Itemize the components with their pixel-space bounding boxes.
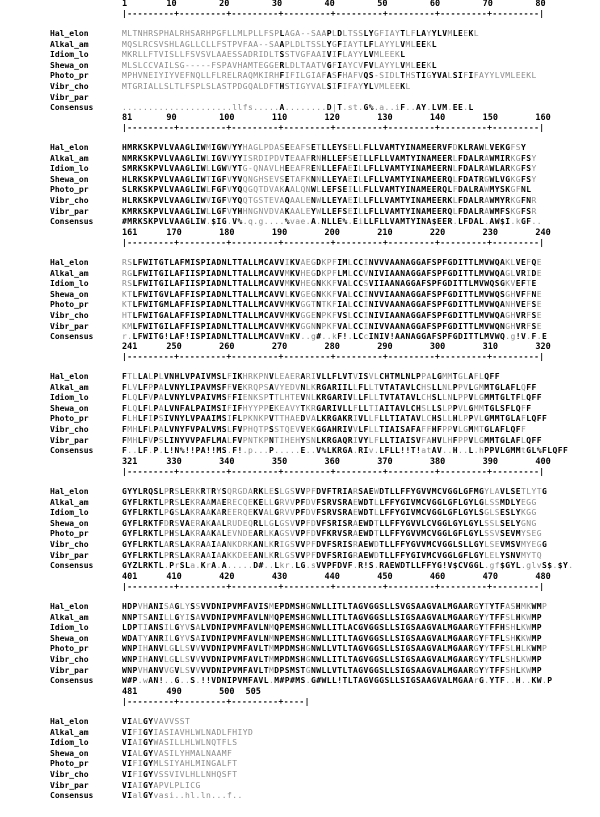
sequence-name: Alkal_am — [50, 39, 89, 49]
sequence-row — [0, 164, 600, 173]
sequence-row — [0, 207, 600, 216]
sequence-name: Photo_pr — [50, 71, 89, 81]
ruler-tick-label: 230 — [482, 228, 498, 238]
sequence-name: Alkal_am — [50, 612, 89, 622]
sequence-name: Vibr_par — [50, 92, 89, 102]
sequence-name: Hal_elon — [50, 487, 89, 496]
sequence-row — [0, 290, 600, 299]
ruler-tick-label: 100 — [219, 113, 235, 123]
sequence-residues: HTLFWITGALAFFISPIADNLTTALLMCAVVMKVGGENPKFVSLCCINIVIAANAGGAFSPFGDITTLMVWQAGHVRFSE — [122, 311, 542, 320]
alignment-block — [0, 343, 600, 455]
sequence-row — [0, 508, 600, 517]
sequence-residues: VIALGYVAVVSST — [122, 717, 191, 726]
sequence-name: Photo_pr — [50, 759, 89, 769]
ruler-tick-label: 130 — [377, 113, 393, 123]
sequence-row — [0, 414, 600, 423]
sequence-name: Alkal_am — [50, 727, 89, 737]
sequence-residues: MLSLCCVAILSG-----FSPAVHAMTEGGERLDLTAATVGFIAYCVFVLAYYLVMLEEKL — [122, 60, 437, 70]
sequence-residues: FLVLFPPALVNYLIPAVMSFFVEKRQPSAVYEDVNLKRGARIILLFLLTVTATAVLCHSLLNLPPVLGMMTGLAFLQFF — [122, 382, 537, 392]
sequence-residues: WNPVHANVVGVLSVVVVDNIPVMFAVLTMDPSMSTGNWLLVTLTAGVGGSLLSIGSAAGVALMGAARGYYTFFSHLKWMP — [122, 665, 542, 675]
sequence-residues: VIAIGYAPVLPLICG — [122, 780, 201, 790]
sequence-name: Shewa_on — [50, 289, 89, 299]
sequence-residues: RGLFWITGILAFIISPIADNLTTALLMCAVVMKVHEGDKPFLMLCCVNIVIAANAGGAFSPFGDITTLMVWQAGLVRIDE — [122, 268, 542, 278]
sequence-name: Hal_elon — [50, 372, 89, 381]
ruler-tick-label: 321 — [122, 457, 138, 467]
position-ruler — [122, 343, 600, 364]
sequence-row — [0, 529, 600, 538]
ruler-tick-label: 290 — [377, 342, 393, 352]
consensus-row — [0, 217, 600, 226]
sequence-row — [0, 175, 600, 184]
ruler-line: |---------+---------+---------+---------+---------+---------+---------+---------| — [122, 123, 545, 132]
sequence-residues: KMLFWITGILAFFISPIADNLTTALLMCAVVMKVGGNNPKFVALCCINIVVAANAGGAFSPFGDITTLMVWQNGHVRFSE — [122, 321, 542, 331]
sequence-residues: VIFIGYMLSIYAHLMINGALFT — [122, 759, 238, 769]
sequence-residues: VIalGYvasi..hl.ln...f.. — [122, 791, 243, 801]
sequence-row — [0, 154, 600, 163]
sequence-row — [0, 258, 600, 267]
sequence-residues: HDPVHANISAGLYSSVVDNIPVMFAVISMEPDMSHGNWLLITLTAGVGGSLLSVGSAAGVALMGAARGYTYTFASHMKWMP — [122, 602, 548, 611]
sequence-row — [0, 770, 600, 779]
sequence-name: Consensus — [50, 217, 94, 227]
consensus-row — [0, 103, 600, 112]
sequence-row — [0, 279, 600, 288]
sequence-row — [0, 613, 600, 622]
sequence-residues: LDPTIANSILGYVSALVDNIPVMFAVLNMQPEMSHGNWLLITLACGVGGSLLSIGSAAGVALMGAARGYTFFHSHLKWMP — [122, 623, 542, 633]
sequence-row — [0, 519, 600, 528]
ruler-line: |---------+---------+---------+----| — [122, 697, 310, 706]
ruler-tick-label: 1 — [122, 0, 128, 9]
sequence-row — [0, 50, 600, 59]
consensus-row — [0, 676, 600, 685]
sequence-row — [0, 655, 600, 664]
sequence-name: Vibr_cho — [50, 82, 89, 91]
sequence-residues: W#P.wAN!..G..S.!!VDNIPVMFAVL.M#P#MS.G#WLL!TLTAGVGGSLLSIGSAAGVALMGAArG.YTF..H..KW.P — [122, 676, 553, 686]
sequence-name: Idiom_lo — [50, 393, 89, 403]
sequence-residues: WDATYANRILGYVSAIVDNIPVMFAVLNMNPEMSHGNWLLITLTAGVGGSLLSIGSAAGVALMGAARGYFTFLSHKKWMP — [122, 633, 542, 643]
sequence-residues: FLHLFIPSIVNYLVPAAIMSIFLPKNKPVTTHAEDVALKRGAKRIVLLFLLTIATAVLCHSLLHLPPVLGMMTGLAFLQFF — [122, 414, 548, 424]
sequence-name: Photo_pr — [50, 300, 89, 310]
ruler-tick-label: 310 — [482, 342, 498, 352]
sequence-name: Alkal_am — [50, 153, 89, 163]
sequence-residues: KMRKSKPVLVAAGLIWLLGFVYHHNGNVDVAKAALEYWLLEFSEILLFLLVAMTYINAMEERQLFDALRAWMFSKGFSR — [122, 206, 537, 216]
sequence-residues: FLQLFLPALVNFALPAIMSIFIFHYYPPEKEAVYTKRGARIVLLFLLTIAITAVLCHSLLSLPPVLGMMTGLSFLQFF — [122, 403, 532, 413]
ruler-tick-label: 270 — [271, 342, 288, 352]
sequence-residues: GYFLRKTLPHSLAKRAAKALEVNDEARLKAGSVVPFDVFKRVSRAEWDTLLFFYGVVMCVGGLGFLGYLSSVSEVMYSEG — [122, 529, 542, 539]
sequence-name: Idiom_lo — [50, 508, 89, 518]
sequence-row — [0, 300, 600, 309]
sequence-residues: MPHVNEIYIYVEFNQLLFLRELRAQMKIRHFIFILGIAFASFHAFVQS-SIDLTHSTIGYVALSIFIFAYYLVMLEEKL — [122, 71, 537, 81]
consensus-row — [0, 332, 600, 341]
ruler-tick-label: 60 — [429, 0, 441, 9]
sequence-residues: RSLFWITGTLAFMISPIADNLTTALLMCAVVIKVAEGDKPFIMLCCINVVVAANAGGAFSPFGDITTLMVWQAKLVEFQE — [122, 258, 542, 267]
ruler-tick-label: 250 — [166, 342, 182, 352]
sequence-row — [0, 749, 600, 758]
ruler-tick-label: 470 — [482, 572, 498, 582]
ruler-tick-label: 210 — [377, 228, 393, 238]
sequence-residues: F..LF.P.L!N%!!PA!!MS.F!.p...P.....E..V%LKRGA.RIv.LFLL!!T!atAV..H..L.hPPVLGMMtGL%FLQFF — [122, 446, 569, 456]
ruler-tick-label: 50 — [377, 0, 388, 9]
sequence-row — [0, 602, 600, 611]
sequence-row — [0, 540, 600, 549]
sequence-residues: HLRKSKPVLVAAGLIWVIGFVYQQTGSTEVAQAALENWLLEYAEILLFLLVAMTYINAMEERKLFDALRAWMYRKGFNR — [122, 196, 537, 205]
ruler-tick-label: 90 — [166, 113, 177, 123]
sequence-name: Vibr_cho — [50, 311, 89, 320]
sequence-row — [0, 498, 600, 507]
ruler-line: |---------+---------+---------+---------+---------+---------+---------+---------| — [122, 582, 545, 591]
ruler-tick-label: 30 — [271, 0, 283, 9]
sequence-residues: NMRKSKPVLVAAGLIWLIGVVYYISRDIPDVTEAAFRNHLLEFSEILLFLLVAMTYINAMEERLFDALRAWMIRKGFSY — [122, 153, 537, 163]
ruler-tick-label: 330 — [166, 457, 182, 467]
sequence-name: Alkal_am — [50, 382, 89, 392]
ruler-tick-label: 320 — [535, 342, 551, 352]
sequence-name: Photo_pr — [50, 414, 89, 424]
ruler-line: |---------+---------+---------+---------+---------+---------+---------+---------| — [122, 467, 545, 476]
sequence-row — [0, 143, 600, 152]
ruler-tick-label: 220 — [429, 228, 446, 238]
sequence-residues: WNPIHANVLGLLSVVVVDNIPVMFAVLTMMPDMSHGNWLLVTLTAGVGGSLLSIGSAAGVALMGAARGYYTFFSLHLKWMP — [122, 644, 548, 654]
sequence-residues: FLQLFVPALVNYLVPAIVMSFFIENKSPTTLHTEVNLKRGARIVLLFLLTVTATAVLCHSLLNLPPVLGMMTGLTFLQFF — [122, 393, 542, 403]
ruler-tick-label: 190 — [271, 228, 288, 238]
ruler-tick-label: 120 — [324, 113, 340, 123]
ruler-tick-label: 200 — [324, 228, 340, 238]
position-ruler — [122, 114, 600, 135]
ruler-tick-label: 160 — [535, 113, 551, 123]
sequence-row — [0, 623, 600, 632]
sequence-name: Idiom_lo — [50, 164, 89, 174]
ruler-tick-label: 460 — [429, 572, 446, 582]
ruler-tick-label: 400 — [535, 457, 551, 467]
ruler-tick-label: 490 — [166, 687, 182, 697]
sequence-row — [0, 322, 600, 331]
sequence-residues: FMHLFLPALVNYFVPALVMSLFVPHQTPSSTQEVVEKGGAHRIVVLFLLTIAISAFAFFHFPPVLGMMTGLAFLQFF — [122, 425, 527, 434]
sequence-name: Shewa_on — [50, 403, 89, 413]
sequence-row — [0, 404, 600, 413]
sequence-name: Vibr_par — [50, 435, 89, 445]
sequence-name: Photo_pr — [50, 529, 89, 539]
alignment-block — [0, 114, 600, 226]
ruler-tick-label: 390 — [482, 457, 498, 467]
ruler-tick-label: 410 — [166, 572, 182, 582]
sequence-name: Idiom_lo — [50, 50, 89, 60]
sequence-name: Vibr_cho — [50, 655, 89, 664]
sequence-residues: HMRKSKPVLVAAGLIWMIGWVYYHAGLPDASEEAFSETLLEYSELLFLLVAMTYINAMEERVFDKLRAWLVEKGFSY — [122, 143, 527, 152]
sequence-residues: #MRKSKPVLVAAGLIW.$IG.V%.q.g....%vae.A.NLLE%.EiLLFLLVAMTYINA$EER.LFDAL.AW$I.kGF.. — [122, 217, 542, 227]
ruler-tick-label: 360 — [324, 457, 340, 467]
sequence-name: Shewa_on — [50, 60, 89, 70]
sequence-name: Vibr_cho — [50, 770, 89, 779]
sequence-row — [0, 738, 600, 747]
ruler-tick-label: 161 — [122, 228, 138, 238]
sequence-residues: MTGRIALLSLTLFSPLSLASTPDGQALDFTHSTIGYVALSIFIFAYYLVMLEEKL — [122, 82, 411, 91]
position-ruler — [122, 0, 600, 21]
sequence-residues: RSLFWITGILAFIISPIADNLTTALLMCAVVMKVHEGNKKFVALCCSVIIAANAGGAFSPFGDITTLMVWQSGKVEFTE — [122, 279, 537, 289]
sequence-row — [0, 644, 600, 653]
sequence-residues: FMHLFVPSLINYVVPAFLMALFVPNTKPNTIHEHYSNLKRGAQRIVYLFLLTIAISVFAHVLHFPPVLGMMTGLAFLQFF — [122, 435, 542, 445]
sequence-residues: MQSLRCSVSHLAGLLCLLFSTPVFAA--SAAPLDLTSSLYGFIAYTLFLAYYLVMLEEKL — [122, 39, 437, 49]
sequence-name: Vibr_cho — [50, 425, 89, 434]
ruler-tick-label: 300 — [429, 342, 446, 352]
ruler-tick-label: 150 — [482, 113, 498, 123]
sequence-residues: GYYLRQSLPRSLERKRTRYSQRGDARKLESLGSVVPFDVFTRIARSAEWDTLLFFYGVVMCVGGLGFMGYLAVLSETLYTG — [122, 487, 548, 496]
ruler-tick-label: 140 — [429, 113, 446, 123]
sequence-name: Photo_pr — [50, 644, 89, 654]
ruler-tick-label: 110 — [271, 113, 288, 123]
sequence-row — [0, 634, 600, 643]
sequence-residues: FTLLALPLVNHLVPAIVMSLFIKHRKPNVLEAERARIVLLFLVTVISVLCHTMLNLPPALGMMTGLAFLQFF — [122, 372, 500, 381]
ruler-tick-label: 280 — [324, 342, 340, 352]
sequence-row — [0, 71, 600, 80]
ruler-tick-label: 80 — [535, 0, 546, 9]
sequence-residues: MLTNHRSPHALRHSARHPGFLLMLPLLFSPLAGA--SAAPLDLTSSLYGFIAYTLFLAYYLVMLEEKL — [122, 29, 479, 38]
sequence-residues: VIFIGYIASIAVHLWLNADLFHIYD — [122, 727, 254, 737]
ruler-line: |---------+---------+---------+---------+---------+---------+---------+---------| — [122, 352, 545, 361]
sequence-residues: HLRKSKPVLVAAGLIWTIGFVYVQNGHSEVSETAFKNNLLEYAEILLFLLVAMTYINAMEERQLFDATRGWLVGKGFSY — [122, 174, 537, 184]
sequence-name: Shewa_on — [50, 518, 89, 528]
sequence-row — [0, 40, 600, 49]
sequence-name: Consensus — [50, 446, 94, 456]
sequence-residues: r.LFWITG!LAF!ISPIADNLTTALLMCAVVmKV..g#..kF!.LCcINIV!AANAGGAFSPFGDITTLMVWQ.g!V.F.E — [122, 332, 548, 342]
sequence-row — [0, 759, 600, 768]
sequence-name: Shewa_on — [50, 633, 89, 643]
sequence-residues: VIFIGYVSSVIVLHLLNHQSFT — [122, 770, 238, 779]
sequence-residues: .....................llfs.....A........D|T.st.G%.a..iF..AY.LVM.EE.L — [122, 103, 474, 113]
alignment-block — [0, 573, 600, 685]
sequence-residues: NNPTSANILLGYISAVVDNIPVMFAVLNMQPEMSHGNWLLITLTAGVGGSLLSIGSAAGVALMGAARGYYTFFSLHKWMP — [122, 612, 542, 622]
sequence-row — [0, 372, 600, 381]
sequence-residues: GYFLRKTLPRSLEKRAAMAERECQEKELLGRVVPFDVFSRVSRAEWDTLLFFYGIVMCVGGLGFLGYLGLSSMDLYEGG — [122, 497, 537, 507]
sequence-residues: GYFLRKTLARSLAKRAAIAANKDRKANLKRIGSVVPFDVFSRISRAEWDTLLFFYGVVMCVGGLSLLGYLSEVMSVMYEGG — [122, 540, 548, 549]
sequence-name: Idiom_lo — [50, 279, 89, 289]
sequence-row — [0, 717, 600, 726]
sequence-name: Shewa_on — [50, 748, 89, 758]
ruler-tick-label: 500 — [219, 687, 235, 697]
sequence-name: Consensus — [50, 103, 94, 113]
ruler-line: |---------+---------+---------+---------+---------+---------+---------+---------| — [122, 9, 545, 18]
ruler-tick-label: 450 — [377, 572, 393, 582]
ruler-tick-label: 481 — [122, 687, 138, 697]
sequence-name: Vibr_par — [50, 550, 89, 560]
sequence-residues: GYZLRKTL.PrSLa.KrA.A.....D#..Lkr.LG.sVVPFDVF.R!S.RAEWDTLLFFYG!V$CVGGL.gf$GYL.glvS$.$Y. — [122, 561, 574, 571]
ruler-tick-label: 401 — [122, 572, 138, 582]
sequence-row — [0, 551, 600, 560]
consensus-row — [0, 561, 600, 570]
ruler-tick-label: 340 — [219, 457, 235, 467]
sequence-row — [0, 666, 600, 675]
sequence-name: Hal_elon — [50, 602, 89, 611]
sequence-row — [0, 196, 600, 205]
position-ruler — [122, 573, 600, 594]
sequence-row — [0, 29, 600, 38]
sequence-row — [0, 185, 600, 194]
ruler-tick-label: 480 — [535, 572, 551, 582]
sequence-row — [0, 383, 600, 392]
sequence-row — [0, 82, 600, 91]
alignment-block — [0, 0, 600, 112]
sequence-residues: KTLFWITGVLAFFISPIADNLTTALLMCAVVLKVGEGNKKFVALCCINVVIAANAGGAFSPFGDITTLMVWQSGHVFFNE — [122, 289, 542, 299]
ruler-tick-label: 40 — [324, 0, 335, 9]
position-ruler — [122, 229, 600, 250]
sequence-name: Hal_elon — [50, 717, 89, 726]
sequence-residues: SLRKSKPVLVAAGLIWLFGFVYQQGQTDVAKAALQNWLLEFSEILLFLLVAMTYINAMEERQLFDALRAWMYSKGFNL — [122, 185, 532, 195]
ruler-tick-label: 370 — [377, 457, 393, 467]
sequence-name: Vibr_par — [50, 780, 89, 790]
position-ruler — [122, 688, 600, 709]
sequence-row — [0, 269, 600, 278]
sequence-name: Hal_elon — [50, 143, 89, 152]
sequence-name: Idiom_lo — [50, 738, 89, 748]
sequence-row — [0, 311, 600, 320]
ruler-line: |---------+---------+---------+---------+---------+---------+---------+---------| — [122, 238, 545, 247]
sequence-name: Vibr_par — [50, 206, 89, 216]
ruler-tick-label: 70 — [482, 0, 493, 9]
sequence-residues: WNPIHANVLGLLSVVVVDNIPVMFAVLTMMPDMSHGNWLLITLTAGVGGSLLSIGSAAGVALMGAARGYYTFLSHLKWMP — [122, 655, 542, 664]
sequence-name: Consensus — [50, 332, 94, 342]
sequence-name: Consensus — [50, 791, 94, 801]
ruler-tick-label: 260 — [219, 342, 235, 352]
sequence-name: Vibr_cho — [50, 196, 89, 205]
alignment-block — [0, 229, 600, 341]
sequence-name: Photo_pr — [50, 185, 89, 195]
ruler-tick-label: 170 — [166, 228, 182, 238]
sequence-residues: GYFLRKTFDRSVAERAKAALRUDEQRLLGLGSVVPFDVFSRISRAEWDTLLFFYGVVLCVGGLGYLGYLSSLSELYGNG — [122, 518, 537, 528]
sequence-name: Vibr_par — [50, 321, 89, 331]
sequence-name: Vibr_cho — [50, 540, 89, 549]
alignment-block — [0, 458, 600, 570]
sequence-residues: KTLFWITGMLAFFISPIADNLTTALLMCAVVMKVGGTNTKFIALCCINIVVAANAGGAFSPFGDITTLMVWQANHVEFSE — [122, 300, 542, 310]
sequence-name: Alkal_am — [50, 497, 89, 507]
sequence-row — [0, 393, 600, 402]
ruler-tick-label: 505 — [245, 687, 261, 697]
sequence-name: Idiom_lo — [50, 623, 89, 633]
consensus-row — [0, 446, 600, 455]
sequence-residues: VIALGYVASILYHMALNAAMF — [122, 748, 233, 758]
sequence-name: Consensus — [50, 561, 94, 571]
ruler-tick-label: 440 — [324, 572, 340, 582]
ruler-tick-label: 380 — [429, 457, 446, 467]
alignment-block — [0, 688, 600, 800]
ruler-tick-label: 241 — [122, 342, 138, 352]
sequence-residues: GYFLRKTLPGSLAKRAAKAREERQEKVALGRVVPFDVFSRVSRAEWDTLLFFYGIVMCVGGLGFLGYLSGLSESLYKGG — [122, 508, 537, 518]
ruler-tick-label: 420 — [219, 572, 235, 582]
sequence-row — [0, 425, 600, 434]
sequence-row — [0, 436, 600, 445]
sequence-residues: MKRLLFTVISLLFSVSVLAAESSADRIDLTSSTVGFAAIVIFLAYYLVMLEEKL — [122, 50, 406, 60]
ruler-tick-label: 81 — [122, 113, 133, 123]
position-ruler — [122, 458, 600, 479]
sequence-name: Consensus — [50, 676, 94, 686]
sequence-name: Vibr_par — [50, 665, 89, 675]
sequence-row — [0, 781, 600, 790]
sequence-name: Hal_elon — [50, 29, 89, 38]
sequence-residues: GYFLRKTLPRSLAKRAAIAAKKDEEANLKRLGSVVPFDVFSRIGRAEWDTLLFFYGIVMCVGGLGFLGYLELYSNVMYTQ — [122, 550, 542, 560]
sequence-name: Hal_elon — [50, 258, 89, 267]
ruler-tick-label: 430 — [271, 572, 288, 582]
sequence-row — [0, 487, 600, 496]
sequence-row — [0, 93, 600, 102]
sequence-name: Shewa_on — [50, 174, 89, 184]
ruler-tick-label: 20 — [219, 0, 230, 9]
sequence-residues: VIAIGYWASILLHLWLNQTFLS — [122, 738, 238, 748]
ruler-tick-label: 10 — [166, 0, 177, 9]
ruler-tick-label: 240 — [535, 228, 551, 238]
consensus-row — [0, 791, 600, 800]
ruler-tick-label: 180 — [219, 228, 235, 238]
sequence-row — [0, 728, 600, 737]
sequence-residues: SMRKSKPVLVAAGLIWLLGWVYTG-QNAVLHEEAFRENLLEFAEILLFLLVAMTYINAMEERNLFDALRAWLARKGFSY — [122, 164, 537, 174]
sequence-name: Alkal_am — [50, 268, 89, 278]
ruler-tick-label: 350 — [271, 457, 288, 467]
sequence-row — [0, 61, 600, 70]
